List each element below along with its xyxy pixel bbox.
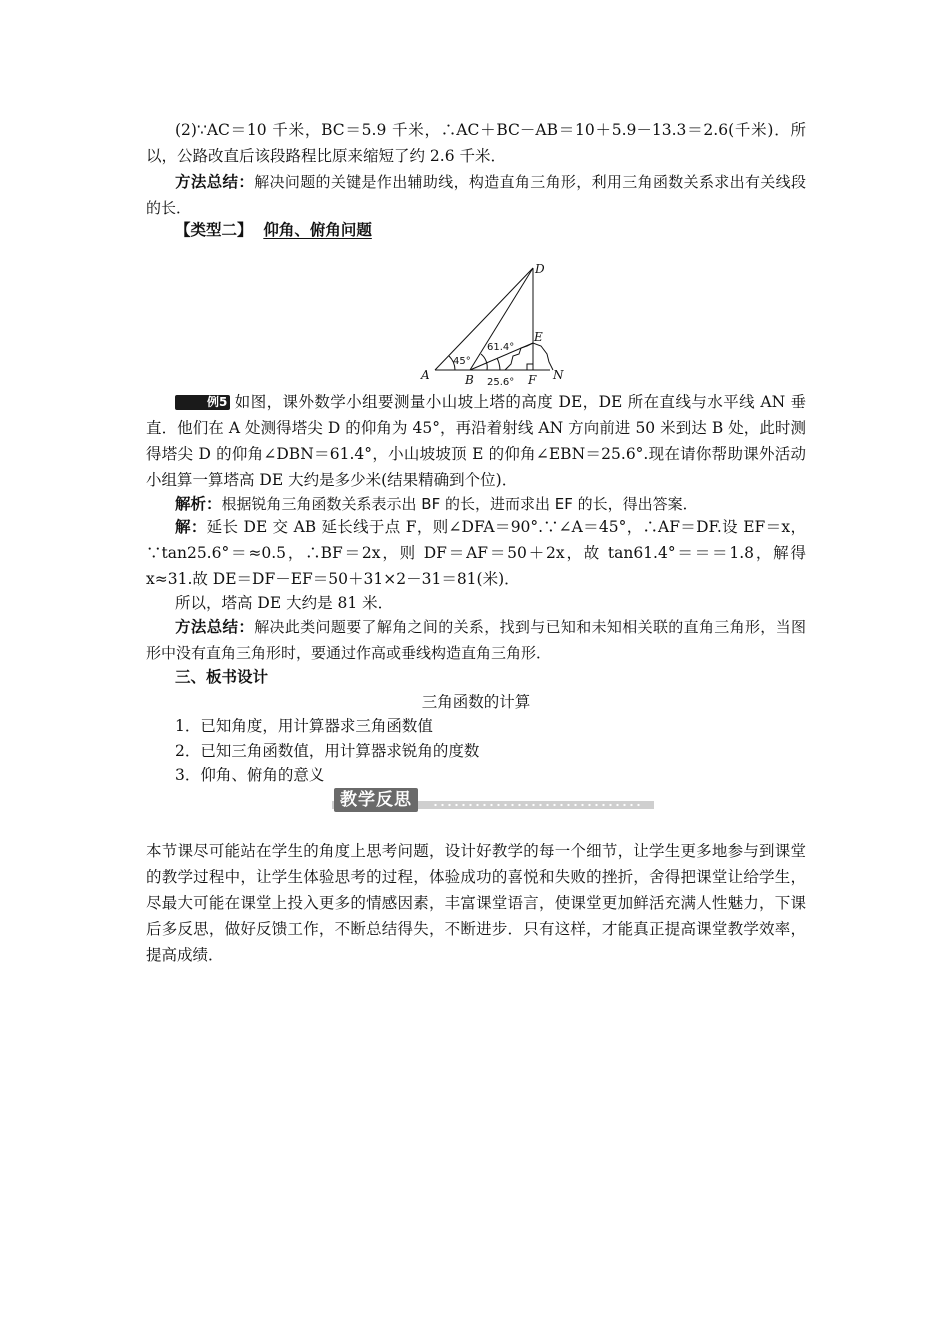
- summary1-label: 方法总结：: [175, 172, 255, 191]
- reflection-paragraph: [146, 838, 806, 968]
- label-F: F: [528, 373, 537, 387]
- board-item-2: [146, 738, 806, 764]
- banner-dots: [432, 802, 642, 808]
- conclusion-text: 所以，塔高 DE 大约是 81 米．: [175, 594, 394, 612]
- solution-paragraph: [146, 514, 806, 592]
- type2-title: 仰角、俯角问题: [263, 220, 372, 239]
- part2-paragraph: [146, 117, 806, 169]
- label-N: N: [553, 368, 564, 382]
- label-angle-25: 25.6°: [487, 377, 515, 388]
- right-angle-mark: [527, 364, 533, 370]
- arc-25: [497, 358, 500, 370]
- label-E: E: [534, 330, 543, 344]
- board-heading-text: 三、板书设计: [175, 667, 269, 686]
- board-heading: [146, 664, 806, 690]
- part2-text: (2)∵AC＝10 千米，BC＝5.9 千米，∴AC＋BC－AB＝10＋5.9－13.3＝2.6(千米)．所以，公路改直后该段路程比原来缩短了约 2.6 千米．: [146, 121, 806, 165]
- solution-text: 延长 DE 交 AB 延长线于点 F，则∠DFA＝90°.∵∠A＝45°，∴AF＝DF.设 EF＝x，∵tan25.6°＝≈0.5，∴BF＝2x，则 DF＝AF＝50＋2x，故 tan61.4°＝＝＝1.8，解得 x≈31.故 DE＝DF－EF＝50＋31×2－31＝81(米)．: [146, 518, 806, 588]
- board-item-1-text: 1．已知角度，用计算器求三角函数值: [175, 717, 433, 735]
- analysis-text: 根据锐角三角函数关系表示出 BF 的长，进而求出 EF 的长，得出答案．: [221, 495, 698, 513]
- label-angle-61: 61.4°: [487, 342, 515, 353]
- summary1-text: 解决问题的关键是作出辅助线，构造直角三角形，利用三角函数关系求出有关线段的长．: [146, 173, 806, 217]
- label-D: D: [535, 262, 545, 276]
- type2-heading: [146, 217, 806, 243]
- method-summary-2: [146, 614, 806, 666]
- example5-text: 如图，课外数学小组要测量小山坡上塔的高度 DE，DE 所在直线与水平线 AN 垂直．他们在 A 处测得塔尖 D 的仰角为 45°，再沿着射线 AN 方向前进 50 米到达 B 处，此时测得塔尖 D 的仰角∠DBN＝61.4°，小山坡坡顶 E 的仰角∠EBN＝25.6°.现在请你帮助课外活动小组算一算塔高 DE 大约是多少米(结果精确到个位)．: [146, 393, 806, 489]
- board-item-3: [146, 762, 806, 788]
- summary2-text: 解决此类问题要了解角之间的关系，找到与已知和未知相关联的直角三角形，当图形中没有直角三角形时，要通过作高或垂线构造直角三角形．: [146, 618, 806, 662]
- line-BD: [470, 268, 533, 370]
- summary2-label: 方法总结：: [175, 617, 255, 636]
- solution-label: 解：: [175, 517, 207, 536]
- arc-61: [481, 354, 487, 370]
- example5-badge: 例5: [175, 395, 230, 410]
- analysis-label: 解析：: [175, 494, 222, 513]
- reflection-text: 本节课尽可能站在学生的角度上思考问题，设计好教学的每一个细节，让学生更多地参与到课堂的教学过程中，让学生体验思考的过程，体验成功的喜悦和失败的挫折，舍得把课堂让给学生，尽最大可能在课堂上投入更多的情感因素，丰富课堂语言，使课堂更加鲜活充满人性魅力，下课后多反思，做好反馈工作，不断总结得失，不断进步．只有这样，才能真正提高课堂教学效率，提高成绩．: [146, 842, 806, 964]
- board-item-1: [146, 713, 806, 739]
- type2-tag: 【类型二】: [175, 220, 253, 239]
- example5-paragraph: [146, 389, 806, 493]
- label-A: A: [421, 368, 430, 382]
- reflection-banner-label: 教学反思: [334, 788, 418, 812]
- board-item-2-text: 2．已知三角函数值，用计算器求锐角的度数: [175, 742, 480, 760]
- board-item-3-text: 3．仰角、俯角的意义: [175, 766, 325, 784]
- angle-of-elevation-figure: [415, 258, 575, 390]
- board-title-text: 三角函数的计算: [421, 693, 531, 711]
- reflection-banner: [332, 788, 654, 812]
- label-angle-45: 45°: [453, 356, 471, 367]
- method-summary-1: [146, 169, 806, 221]
- board-title: [146, 689, 806, 715]
- conclusion-paragraph: [146, 590, 806, 616]
- label-B: B: [465, 373, 474, 387]
